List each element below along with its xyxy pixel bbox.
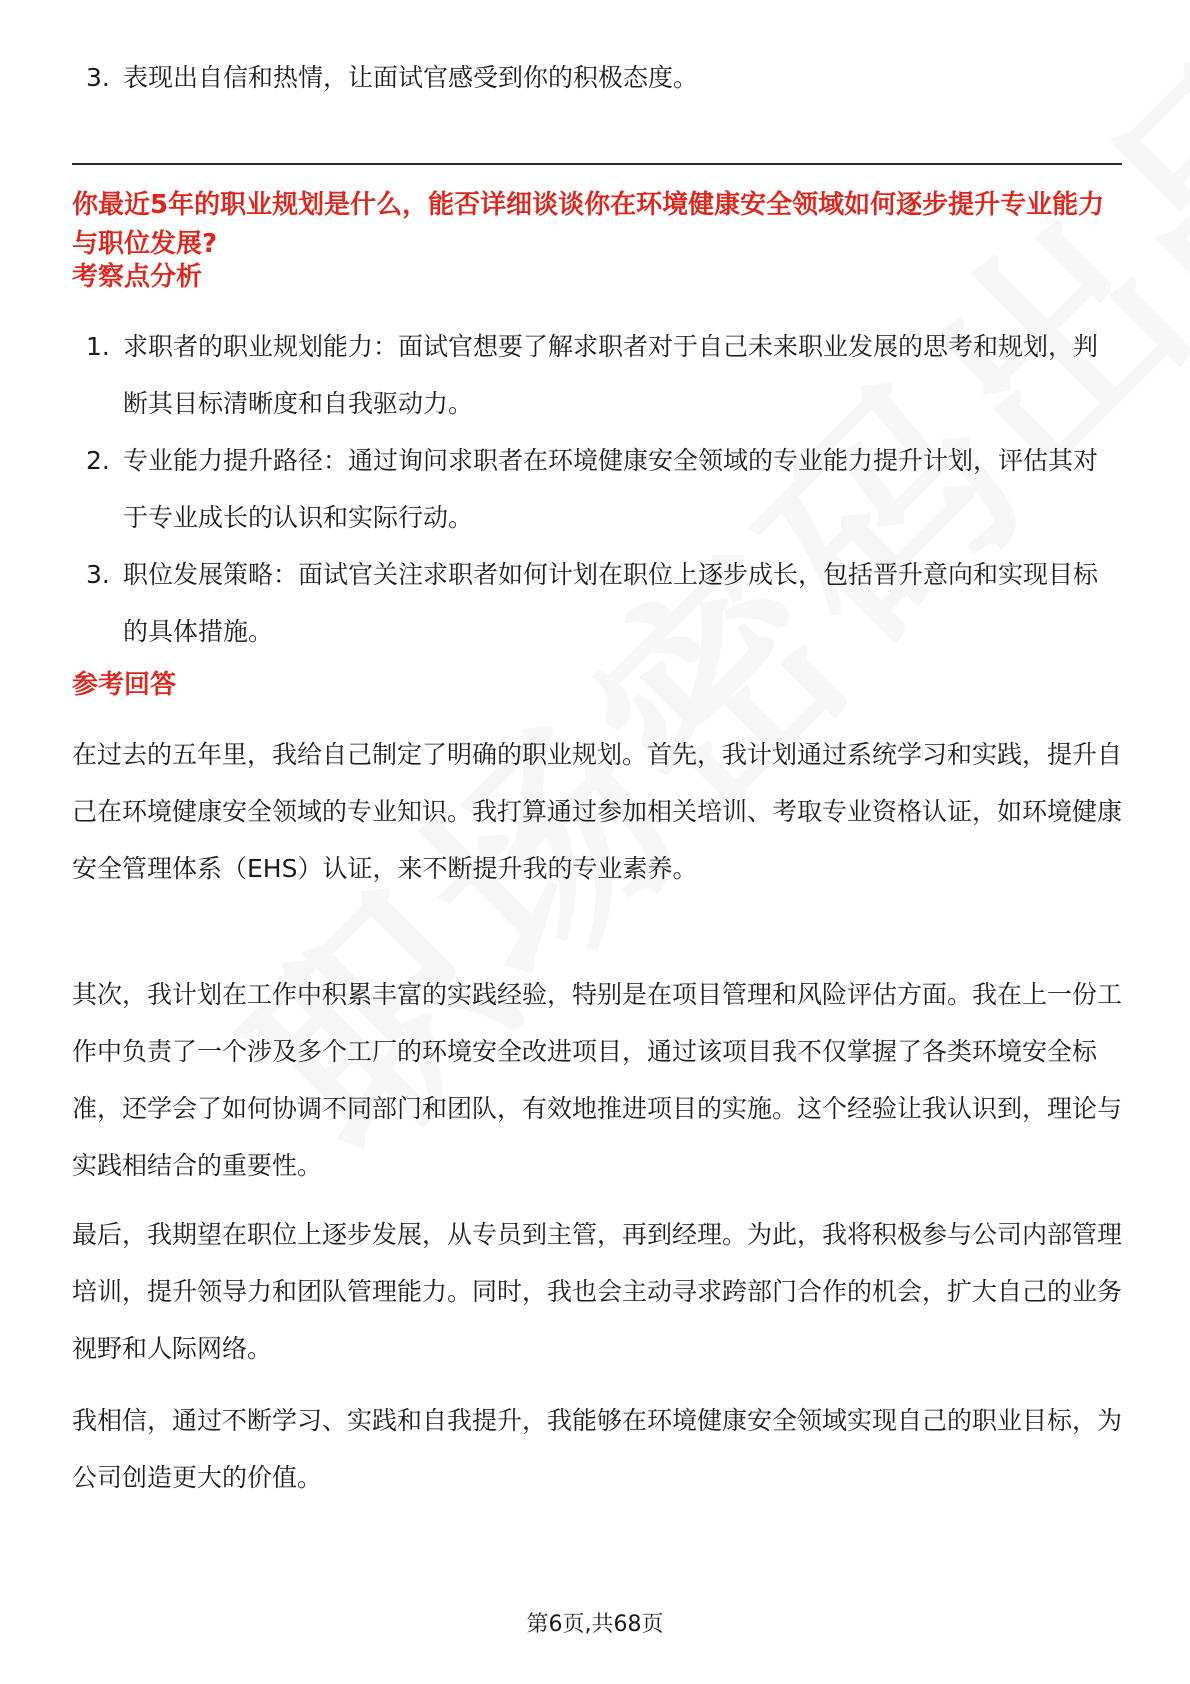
list-item <box>86 432 1116 546</box>
page-number: 第6页,共68页 <box>526 1612 664 1637</box>
answer-paragraph: 其次，我计划在工作中积累丰富的实践经验，特别是在项目管理和风险评估方面。我在上一份工作中负责了一个涉及多个工厂的环境安全改进项目，通过该项目我不仅掌握了各类环境安全标准，还学会了如何协调不同部门和团队，有效地推进项目的实施。这个经验让我认识到，理论与实践相结合的重要性。 <box>72 980 1123 1180</box>
list-number: 2. <box>86 446 110 475</box>
answer-paragraph: 在过去的五年里，我给自己制定了明确的职业规划。首先，我计划通过系统学习和实践，提升自己在环境健康安全领域的专业知识。我打算通过参加相关培训、考取专业资格认证，如环境健康安全管理体系（EHS）认证，来不断提升我的专业素养。 <box>72 740 1123 883</box>
answer-heading: 参考回答 <box>72 670 177 700</box>
list-number: 1. <box>86 332 110 361</box>
list-item <box>86 318 1116 432</box>
section-divider <box>72 163 1122 165</box>
list-item <box>86 546 1116 660</box>
list-text: 专业能力提升路径：通过询问求职者在环境健康安全领域的专业能力提升计划，评估其对于专业成长的认识和实际行动。 <box>123 446 1099 532</box>
answer-paragraph: 最后，我期望在职位上逐步发展，从专员到主管，再到经理。为此，我将积极参与公司内部管理培训，提升领导力和团队管理能力。同时，我也会主动寻求跨部门合作的机会，扩大自己的业务视野和人际网络。 <box>72 1220 1123 1363</box>
list-number: 3. <box>86 560 110 589</box>
question-heading: 你最近5年的职业规划是什么，能否详细谈谈你在环境健康安全领域如何逐步提升专业能力与职位发展? <box>72 190 1105 259</box>
answer-paragraph: 我相信，通过不断学习、实践和自我提升，我能够在环境健康安全领域实现自己的职业目标，为公司创造更大的价值。 <box>72 1406 1123 1492</box>
list-number: 3. <box>86 63 110 92</box>
analysis-list <box>86 318 1116 660</box>
analysis-heading: 考察点分析 <box>72 262 203 292</box>
list-text: 职位发展策略：面试官关注求职者如何计划在职位上逐步成长，包括晋升意向和实现目标的具体措施。 <box>123 560 1099 646</box>
list-item <box>86 60 698 96</box>
list-text: 表现出自信和热情，让面试官感受到你的积极态度。 <box>123 63 699 92</box>
list-text: 求职者的职业规划能力：面试官想要了解求职者对于自己未来职业发展的思考和规划，判断其目标清晰度和自我驱动力。 <box>123 332 1099 418</box>
